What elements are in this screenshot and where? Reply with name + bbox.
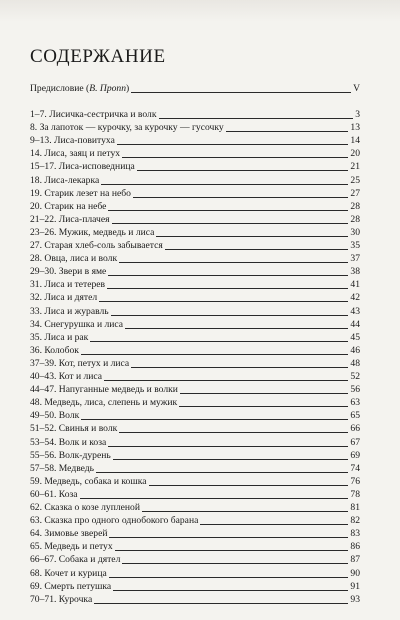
toc-page-number: 48: [350, 357, 360, 369]
toc-page-number: 20: [350, 148, 360, 160]
toc-entry: [30, 434, 360, 448]
page-title: СОДЕРЖАНИЕ: [30, 46, 166, 67]
toc-page-number: 76: [350, 475, 360, 487]
toc-entry-title: 37–39. Кот, петух и лиса: [30, 357, 130, 369]
toc-page-number: 66: [350, 423, 360, 435]
toc-entry: [30, 342, 360, 356]
toc-entry-title: 35. Лиса и рак: [30, 331, 89, 343]
toc-entry-title: 18. Лиса-лекарка: [30, 174, 100, 186]
toc-entry: [30, 119, 360, 133]
toc-page-number: V: [353, 83, 360, 94]
toc-entry: [30, 420, 360, 434]
toc-page-number: 13: [350, 122, 360, 134]
toc-entry: [30, 185, 360, 199]
toc-page-number: 27: [350, 187, 360, 199]
toc-entry-title: 19. Старик лезет на небо: [30, 187, 131, 199]
toc-page-number: 69: [350, 449, 360, 461]
toc-preface-row: [30, 80, 360, 94]
toc-page-number: 78: [350, 488, 360, 500]
preface-author: В. Пропп: [89, 83, 127, 94]
toc-page-number: 63: [350, 397, 360, 409]
toc-entry-title: 65. Медведь и петух: [30, 541, 113, 553]
toc-leader: [94, 603, 348, 604]
toc-entry-title: 60–61. Коза: [30, 488, 78, 500]
toc-entry-title: 36. Колобок: [30, 344, 79, 356]
toc-entry: [30, 525, 360, 539]
toc-page-number: 93: [350, 593, 360, 605]
toc-page-number: 25: [350, 174, 360, 186]
toc-page-number: 56: [350, 384, 360, 396]
toc-page-number: 38: [350, 266, 360, 278]
toc-page-number: 3: [355, 109, 360, 120]
toc-entry-title: 66–67. Собака и дятел: [30, 554, 121, 566]
toc-entry-title: 23–26. Мужик, медведь и лиса: [30, 226, 155, 238]
toc-page-number: 35: [350, 240, 360, 251]
toc-entry: [30, 211, 360, 225]
toc-entry-title: 49–50. Волк: [30, 410, 80, 422]
toc-entry-title: 69. Смерть петушка: [30, 580, 112, 592]
toc-entry: [30, 316, 360, 330]
toc-page-number: 91: [350, 580, 360, 592]
toc-page-number: 43: [350, 305, 360, 317]
toc-page-number: 28: [350, 213, 360, 225]
toc-page-number: 83: [350, 528, 360, 540]
toc-entry-title: 53–54. Волк и коза: [30, 436, 107, 448]
toc-page-number: 44: [350, 318, 360, 330]
toc-entry: [30, 172, 360, 186]
toc-page-number: 67: [350, 436, 360, 448]
toc-page-number: 28: [350, 200, 360, 212]
toc-entry: [30, 499, 360, 513]
toc-page-number: 42: [350, 292, 360, 304]
toc-page-number: 52: [350, 371, 360, 382]
toc-page-number: 82: [350, 515, 360, 527]
toc-entry-title: 55–56. Волк-дурень: [30, 449, 111, 461]
toc-entry-title: 34. Снегурушка и лиса: [30, 318, 124, 330]
toc-entry-title: 40–43. Кот и лиса: [30, 371, 103, 382]
toc-entry: [30, 394, 360, 408]
toc-entry-title: 27. Старая хлеб-соль забывается: [30, 240, 163, 251]
toc-entry-title: 21–22. Лиса-плачея: [30, 213, 110, 225]
toc-entry: [30, 578, 360, 592]
toc-entry: [30, 329, 360, 343]
toc-entry-title: 51–52. Свинья и волк: [30, 423, 118, 435]
toc-entry: [30, 460, 360, 474]
toc-entry-title: 44–47. Напуганные медведь и волки: [30, 384, 178, 396]
toc-page-number: 86: [350, 541, 360, 553]
toc-entry-title: 9–13. Лиса-повитуха: [30, 135, 115, 147]
toc-entry: [30, 303, 360, 317]
toc-entry-title: 1–7. Лисичка-сестричка и волк: [30, 109, 157, 120]
toc-page-number: 30: [350, 226, 360, 238]
toc-entry: [30, 289, 360, 303]
toc-entry-title: 29–30. Звери в яме: [30, 266, 107, 278]
toc-entry-title: 63. Сказка про одного однобокого барана: [30, 515, 199, 527]
toc-entry: [30, 276, 360, 290]
toc-entry-title: 31. Лиса и тетерев: [30, 279, 106, 291]
toc-entry: [30, 591, 360, 605]
toc-entry: [30, 381, 360, 395]
toc-entry-title: 62. Сказка о козе лупленой: [30, 502, 140, 513]
toc-entry: [30, 447, 360, 461]
toc-entry-title: 32. Лиса и дятел: [30, 292, 98, 304]
toc-entry: [30, 565, 360, 579]
toc-entry-title: 57–58. Медведь: [30, 462, 95, 474]
toc-entry: [30, 473, 360, 487]
toc-entry: [30, 512, 360, 526]
toc-page-number: 41: [350, 279, 360, 291]
toc-page-number: 45: [350, 331, 360, 343]
toc-entry-title: 48. Медведь, лиса, слепень и мужик: [30, 397, 178, 409]
toc-entry: [30, 250, 360, 264]
toc-entry-title: 64. Зимовье зверей: [30, 528, 108, 540]
toc-entry-title: 20. Старик на небе: [30, 200, 107, 212]
toc-entry: [30, 355, 360, 369]
page-top-shadow: [0, 0, 400, 22]
toc-page-number: 14: [350, 135, 360, 147]
toc-entry: [30, 198, 360, 212]
toc-page-number: 37: [350, 253, 360, 265]
toc-entry: [30, 486, 360, 500]
toc-page-number: 87: [350, 554, 360, 566]
toc-entry-title: 8. За лапоток — курочку, за курочку — гусочку: [30, 122, 224, 134]
toc-page-number: 21: [350, 161, 360, 173]
toc-entry-title: 59. Медведь, собака и кошка: [30, 475, 147, 487]
toc-entry: [30, 106, 360, 120]
toc-entry-title: 14. Лиса, заяц и петух: [30, 148, 121, 160]
toc-entry: [30, 158, 360, 172]
toc-entry: [30, 407, 360, 421]
toc-page-number: 81: [350, 502, 360, 513]
toc-entry-title: 68. Кочет и курица: [30, 567, 107, 579]
toc-page-number: 46: [350, 344, 360, 356]
toc-entry: [30, 263, 360, 277]
toc-page-number: 74: [350, 462, 360, 474]
toc-entry: [30, 368, 360, 382]
toc-entry: [30, 237, 360, 251]
toc-entry: [30, 538, 360, 552]
toc-leader: [131, 92, 351, 93]
toc-entry-title: 70–71. Курочка: [30, 593, 93, 605]
toc-page-number: 65: [350, 410, 360, 422]
toc-entry: [30, 224, 360, 238]
toc-entry: [30, 551, 360, 565]
toc-entry-title: 33. Лиса и журавль: [30, 305, 109, 317]
toc-entry: [30, 132, 360, 146]
preface-label: Предисловие (В. Пропп): [30, 83, 130, 94]
toc-entry-title: 28. Овца, лиса и волк: [30, 253, 118, 265]
toc-entry: [30, 145, 360, 159]
toc-page-number: 90: [350, 567, 360, 579]
toc-entry-title: 15–17. Лиса-исповедница: [30, 161, 135, 173]
